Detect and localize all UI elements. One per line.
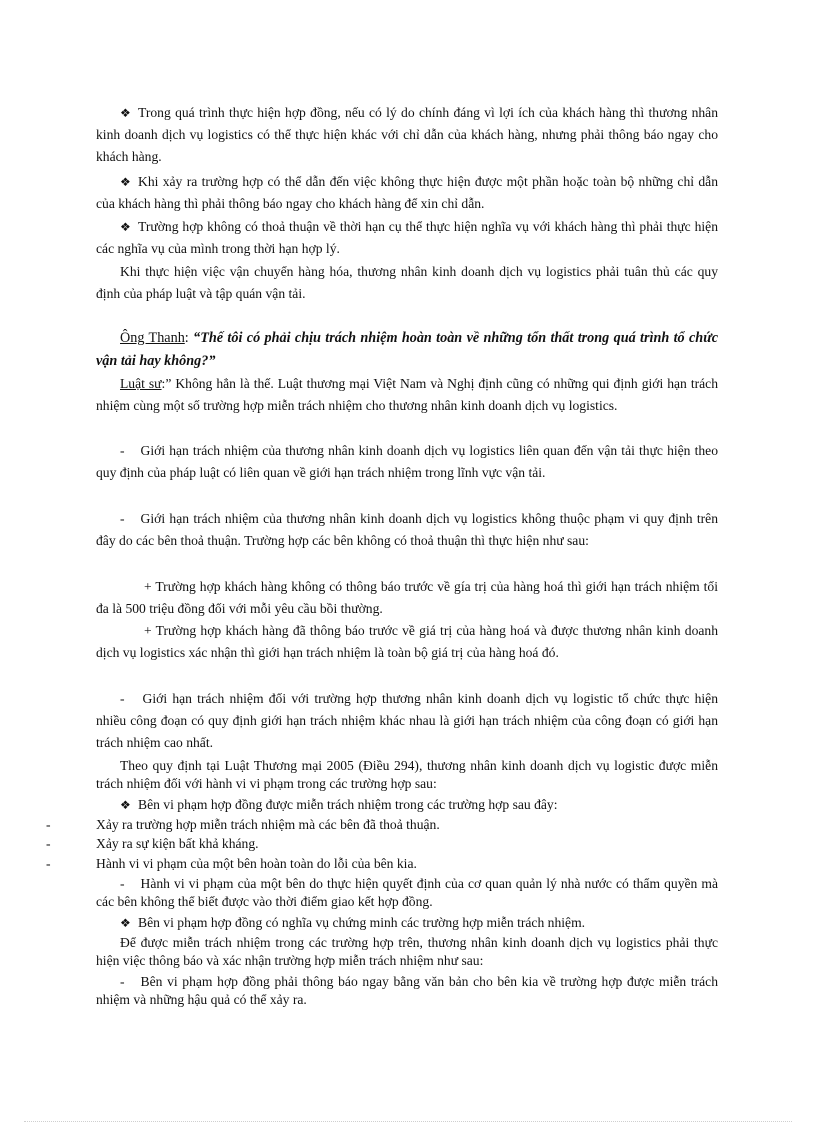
bullet-paragraph-3: ❖ Trường hợp không có thoả thuận về thời hạn cụ thể thực hiện nghĩa vụ với khách hàng thì phải thực hiện các nghĩa vụ của mình trong thời hạn hợp lý. bbox=[96, 216, 718, 260]
diamond-bullet-icon: ❖ bbox=[120, 798, 131, 812]
question-text: “Thế tôi có phải chịu trách nhiệm hoàn toàn về những tổn thất trong quá trình tổ chức vận tải hay không?” bbox=[96, 330, 718, 369]
bullet-paragraph-1: ❖ Trong quá trình thực hiện hợp đồng, nếu có lý do chính đáng vì lợi ích của khách hàng thì thương nhân kinh doanh dịch vụ logistics có thể thực hiện khác với chỉ dẫn của khách hàng, nhưng phải thông báo ngay cho khách hàng. bbox=[96, 102, 718, 169]
lawyer-label: Luật sư bbox=[120, 376, 162, 391]
diamond-bullet-icon: ❖ bbox=[120, 220, 131, 234]
plus-paragraph-1: + Trường hợp khách hàng không có thông báo trước về gía trị của hàng hoá thì giới hạn trách nhiệm tối đa là 500 triệu đồng đối với mỗi yêu cầu bồi thường. bbox=[96, 579, 718, 617]
list-item: - Xảy ra trường hợp miễn trách nhiệm mà các bên đã thoả thuận. bbox=[46, 817, 440, 832]
diamond-bullet-icon: ❖ bbox=[120, 106, 131, 120]
paragraph-article-294: Theo quy định tại Luật Thương mại 2005 (Điều 294), thương nhân kinh doanh dịch vụ logistic được miễn trách nhiệm đối với hành vi vi phạm trong các trường hợp sau: bbox=[96, 758, 718, 791]
list-item: - Xảy ra sự kiện bất khả kháng. bbox=[46, 836, 259, 851]
dash-paragraph-4: - Hành vi vi phạm của một bên do thực hiện quyết định của cơ quan quản lý nhà nước có thẩm quyền mà các bên không thể biết được vào thời điểm giao kết hợp đồng. bbox=[96, 876, 718, 909]
dash-paragraph-2: - Giới hạn trách nhiệm của thương nhân kinh doanh dịch vụ logistics không thuộc phạm vi quy định trên đây do các bên thoả thuận. Trường hợp các bên không có thoả thuận thì thực hiện như sau: bbox=[96, 511, 718, 549]
bullet-paragraph-5: ❖ Bên vi phạm hợp đồng có nghĩa vụ chứng minh các trường hợp miễn trách nhiệm. bbox=[120, 915, 586, 930]
bullet-paragraph-2: ❖ Khi xảy ra trường hợp có thể dẫn đến việc không thực hiện được một phần hoặc toàn bộ những chỉ dẫn của khách hàng thì phải thông báo ngay cho khách hàng để xin chỉ dẫn. bbox=[96, 171, 718, 215]
list-item: - Hành vi vi phạm của một bên hoàn toàn do lỗi của bên kia. bbox=[46, 856, 417, 871]
answer-paragraph: Luật sư:” Không hẳn là thế. Luật thương mại Việt Nam và Nghị định cũng có những qui định giới hạn trách nhiệm cùng một số trường hợp miễn trách nhiệm cho thương nhân kinh doanh dịch vụ logistics. bbox=[96, 376, 718, 414]
diamond-bullet-icon: ❖ bbox=[120, 175, 131, 189]
dash-paragraph-1: - Giới hạn trách nhiệm của thương nhân kinh doanh dịch vụ logistics liên quan đến vận tải thực hiện theo quy định của pháp luật có liên quan về giới hạn trách nhiệm trong lĩnh vực vận tải. bbox=[96, 443, 718, 481]
question-paragraph: Ông Thanh: “Thế tôi có phải chịu trách nhiệm hoàn toàn về những tổn thất trong quá trình tổ chức vận tải hay không?” bbox=[96, 330, 718, 369]
dash-paragraph-3: - Giới hạn trách nhiệm đối với trường hợp thương nhân kinh doanh dịch vụ logistic tổ chức thực hiện nhiều công đoạn có quy định giới hạn trách nhiệm khác nhau là giới hạn trách nhiệm của công đoạn có giới hạn trách nhiệm cao nhất. bbox=[96, 691, 718, 751]
paragraph-notification: Để được miễn trách nhiệm trong các trường hợp trên, thương nhân kinh doanh dịch vụ logistics phải thực hiện việc thông báo và xác nhận trường hợp miễn trách nhiệm như sau: bbox=[96, 935, 718, 968]
speaker-name: Ông Thanh bbox=[120, 330, 185, 346]
paragraph-transport: Khi thực hiện việc vận chuyển hàng hóa, thương nhân kinh doanh dịch vụ logistics phải tuân thủ các quy định của pháp luật và tập quán vận tải. bbox=[96, 264, 718, 302]
dash-paragraph-5: - Bên vi phạm hợp đồng phải thông báo ngay bằng văn bản cho bên kia về trường hợp được miễn trách nhiệm và những hậu quả có thể xảy ra. bbox=[96, 974, 718, 1007]
plus-paragraph-2: + Trường hợp khách hàng đã thông báo trước về giá trị của hàng hoá và được thương nhân kinh doanh dịch vụ logistics xác nhận thì giới hạn trách nhiệm là toàn bộ giá trị của hàng hoá đó. bbox=[96, 623, 718, 661]
bullet-paragraph-4: ❖ Bên vi phạm hợp đồng được miễn trách nhiệm trong các trường hợp sau đây: bbox=[120, 797, 558, 812]
diamond-bullet-icon: ❖ bbox=[120, 916, 131, 930]
page-bottom-border bbox=[24, 1121, 792, 1122]
